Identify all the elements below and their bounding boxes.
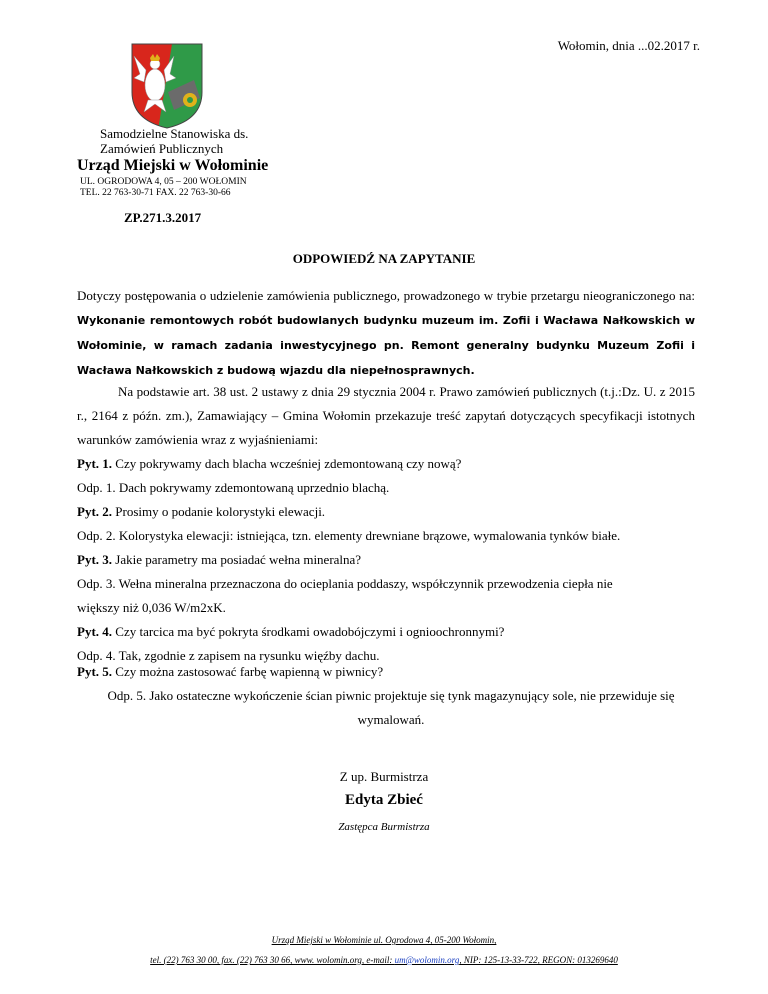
answer-5: Odp. 5. Jako ostateczne wykończenie ścian piwnic projektuje się tynk magazynujący sole, nie przewiduje się wymalowań. [107,688,675,727]
org-address-line1: UL. OGRODOWA 4, 05 – 200 WOŁOMIN [80,177,247,187]
question-4 [77,620,697,644]
org-address-line2: TEL. 22 763-30-71 FAX. 22 763-30-66 [80,187,231,198]
question-label: Pyt. 2. [77,504,113,519]
question-text: Czy tarcica ma być pokryta środkami owadobójczymi i ognioochronnymi? [115,624,505,639]
answer-1: Odp. 1. Dach pokrywamy zdemontowaną uprzednio blachą. [77,480,390,495]
question-1 [77,452,697,476]
question-text: Prosimy o podanie kolorystyki elewacji. [115,504,326,519]
document-date: Wołomin, dnia ...02.2017 r. [557,38,700,53]
answer-4: Odp. 4. Tak, zgodnie z zapisem na rysunku więźby dachu. [77,648,380,663]
question-5 [77,660,697,684]
question-label: Pyt. 4. [77,624,113,639]
org-department-line2: Zamówień Publicznych [100,141,224,156]
org-name: Urząd Miejski w Wołominie [77,157,269,174]
question-text: Jakie parametry ma posiadać wełna mineralna? [115,552,362,567]
answer-2: Odp. 2. Kolorystyka elewacji: istniejąca, tzn. elementy drewniane brązowe, wymalowania tynków białe. [77,528,621,543]
signatory-name: Edyta Zbieć [345,792,423,808]
question-label: Pyt. 5. [77,664,113,679]
footer-contact-prefix: tel. (22) 763 30 00, fax. (22) 763 30 66, www. wolomin.org, e-mail: [150,955,395,965]
question-label: Pyt. 3. [77,552,113,567]
question-label: Pyt. 1. [77,456,113,471]
coat-of-arms-icon [128,40,206,130]
question-2 [77,500,697,524]
intro-paragraph [77,284,695,383]
question-text: Czy pokrywamy dach blacha wcześniej zdemontowaną czy nową? [115,456,462,471]
footer-email-link[interactable]: um@wolomin.org [394,955,460,965]
question-text: Czy można zastosować farbę wapienną w piwnicy? [115,664,384,679]
footer-contact-suffix: , NIP: 125-13-33-722, REGON: 013269640 [459,955,618,965]
intro-subject: Wykonanie remontowych robót budowlanych budynku muzeum im. Zofii i Wacława Nałkowskich w Wołominie, w ramach zadania inwestycyjnego pn. Remont generalny budynku Muzeum Zofii i Wacława Nałkowskich z budową wjazdu dla niepełnosprawnych. [77,314,695,377]
reference-number: ZP.271.3.2017 [124,210,202,225]
org-department-line1: Samodzielne Stanowiska ds. [100,126,249,141]
footer-address: Urząd Miejski w Wołominie ul. Ogrodowa 4, 05-200 Wołomin, [271,935,497,945]
footer-contact [0,955,768,965]
signatory-role: Zastępca Burmistrza [338,821,430,833]
answer-3: Odp. 3. Wełna mineralna przeznaczona do ocieplania poddaszy, współczynnik przewodzenia ciepła nie większy niż 0,036 W/m2xK. [77,576,613,615]
intro-lead: Dotyczy postępowania o udzielenie zamówienia publicznego, prowadzonego w trybie przetargu nieograniczonego na: [77,288,695,303]
basis-paragraph: Na podstawie art. 38 ust. 2 ustawy z dnia 29 stycznia 2004 r. Prawo zamówień publicznych (t.j.:Dz. U. z 2015 r., 2164 z późn. zm.), Zamawiający – Gmina Wołomin przekazuje treść zapytań dotyczących specyfikacji istotnych warunków zamówienia wraz z wyjaśnieniami: [77,384,695,447]
org-department [100,126,248,156]
document-title: ODPOWIEDŹ NA ZAPYTANIE [292,251,476,266]
question-3 [77,548,697,572]
org-address [80,177,247,198]
signature-authority: Z up. Burmistrza [339,769,429,784]
